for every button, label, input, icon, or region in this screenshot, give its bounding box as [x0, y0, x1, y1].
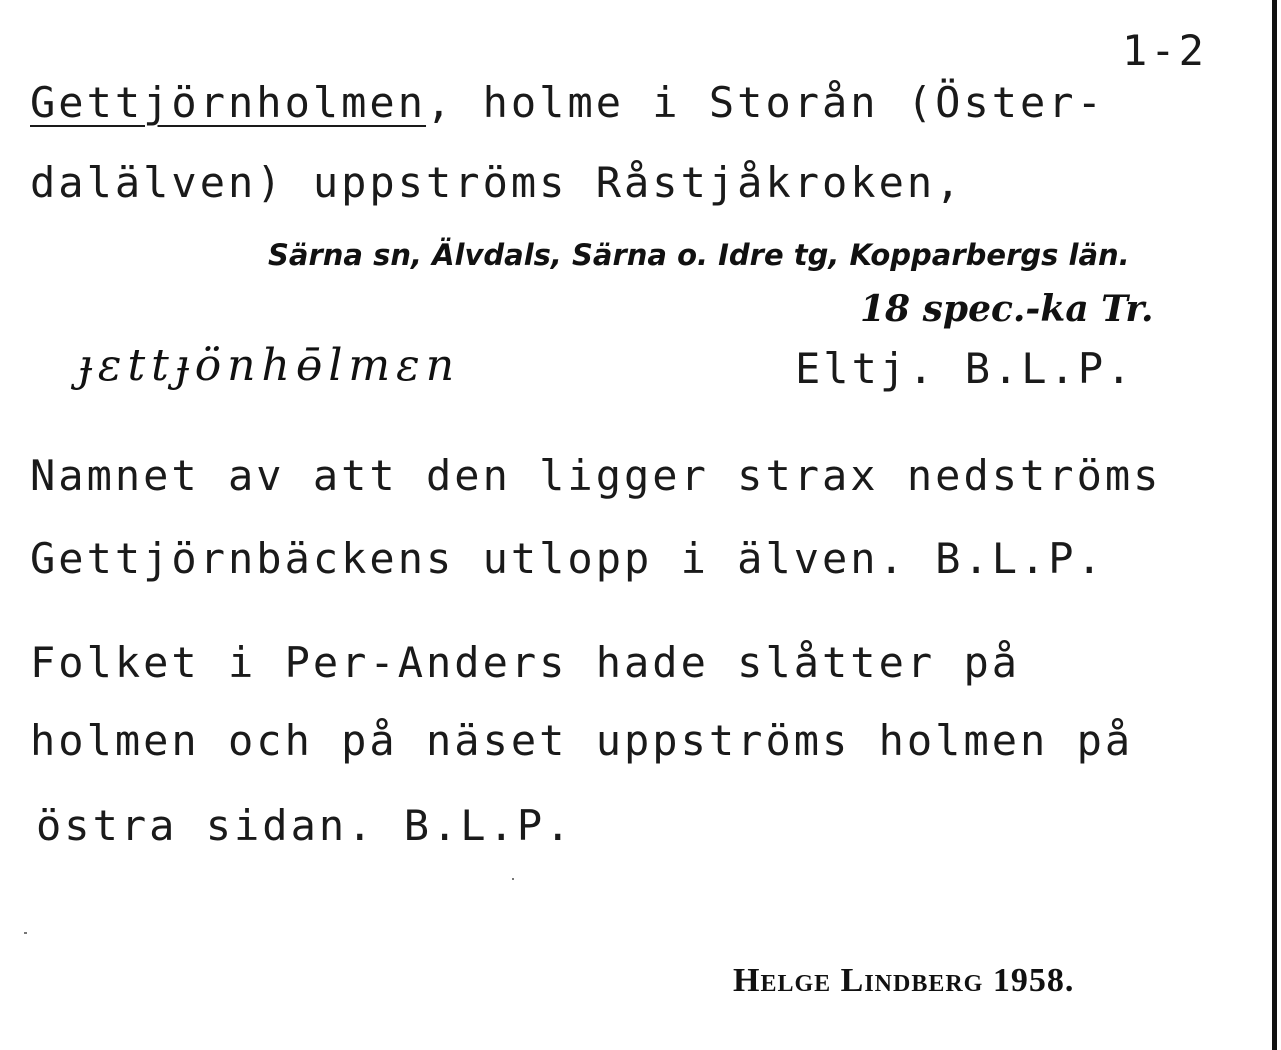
body-line-3: Folket i Per-Anders hade slåtter på — [30, 638, 1021, 687]
phonetic-transcription: ɟɛttɟönhɵ̄lmɛn — [78, 340, 461, 391]
body-line-2: Gettjörnbäckens utlopp i älven. B.L.P. — [30, 534, 1105, 583]
body-line-1: Namnet av att den ligger strax nedströms — [30, 451, 1162, 500]
definition-line-2: dalälven) uppströms Råstjåkroken, — [30, 158, 964, 207]
card-number: 1-2 — [1122, 26, 1207, 75]
phonetic-source: Eltj. B.L.P. — [795, 344, 1135, 393]
definition-line-1-rest: , holme i Storån (Öster- — [426, 78, 1105, 127]
place-stamp: Särna sn, Älvdals, Särna o. Idre tg, Kopparbergs län. — [268, 238, 1130, 272]
card-edge — [1272, 0, 1277, 1050]
paper-speck — [24, 932, 27, 934]
paper-speck — [512, 878, 514, 880]
headword: Gettjörnholmen — [30, 78, 427, 127]
definition-line-1 — [30, 78, 1105, 127]
body-line-5: östra sidan. B.L.P. — [36, 801, 574, 850]
signature: Helge Lindberg 1958. — [733, 962, 1075, 999]
handwritten-note: 18 spec.-ka Tr. — [860, 288, 1154, 330]
body-line-4: holmen och på näset uppströms holmen på — [30, 716, 1134, 765]
